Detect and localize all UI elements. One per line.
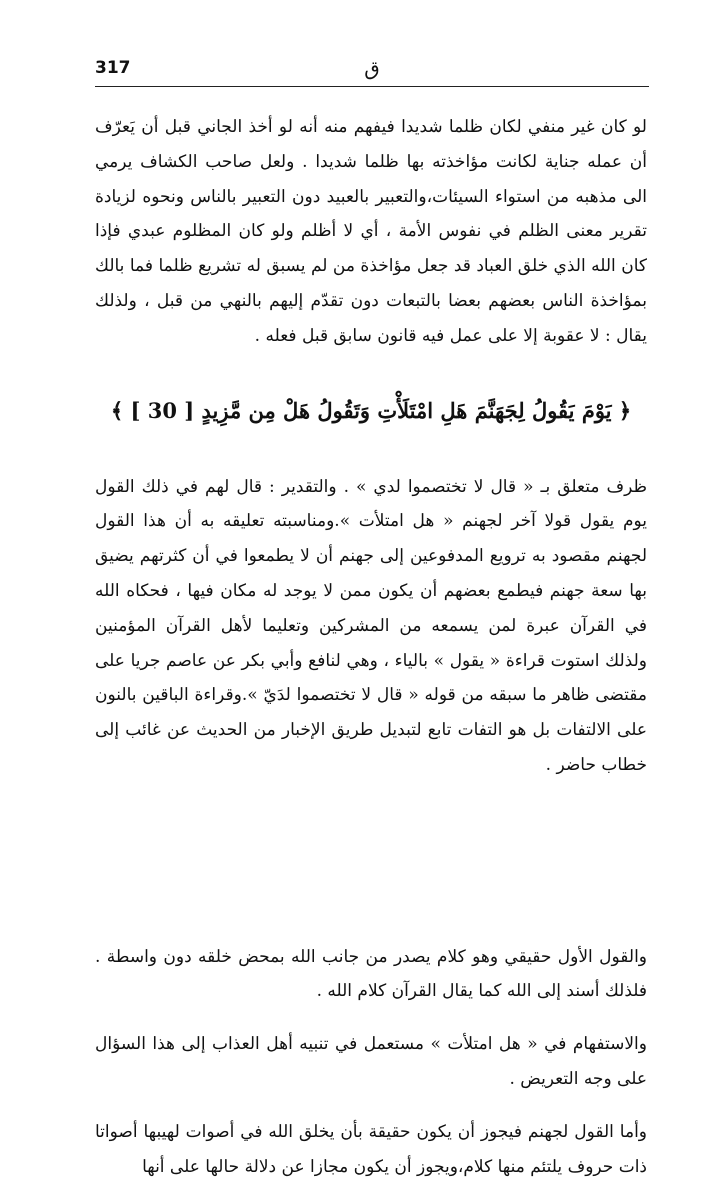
verse-text: ﴿ يَوْمَ يَقُولُ لِجَهَنَّمَ هَلِ امْتَلَأْتِ وَتَقُولُ هَلْ مِن مَّزِيدٍ [ 30 ] ﴾ bbox=[110, 397, 632, 423]
paragraph-interrogation: والاستفهام في « هل امتلأت » مستعمل في تنبيه أهل العذاب إلى هذا السؤال على وجه التعريض . bbox=[95, 1034, 647, 1089]
quran-verse bbox=[95, 394, 647, 428]
paragraph-hell-speech: وأما القول لجهنم فيجوز أن يكون حقيقة بأن يخلق الله في أصوات لهيبها أصواتا ذات حروف يلتئم منها كلام،ويجوز أن يكون مجازا عن دلالة حالها على أنها bbox=[95, 1121, 647, 1177]
paragraph-commentary: ظرف متعلق بـ « قال لا تختصموا لدي » . والتقدير : قال لهم في ذلك القول يوم يقول قولا آخر لجهنم « هل امتلأت ».ومناسبته تعليقه به أن هذا القول لجهنم مقصود به ترويع المدفوعين إلى جهنم أن لا يطمعوا في أن كثرتهم يضيق بها سعة جهنم فيطمع بعضهم أن يكون ممن لا يوجد له مكان فيها ، فحكاه الله في القرآن عبرة لمن يسمعه من المشركين وتعليما لأهل القرآن المؤمنين ولذلك استوت قراءة « يقول » بالياء ، وهي لنافع وأبي بكر عن عاصم جريا على مقتضى ظاهر ما سبقه من قوله « قال لا تختصموا لدَيّ ».وقراءة الباقين بالنون على الالتفات بل هو التفات تابع لتبديل طريق الإخبار من الحديث عن غائب إلى خطاب حاضر . bbox=[95, 476, 647, 775]
running-title: ق bbox=[364, 56, 380, 80]
body-text bbox=[95, 110, 647, 1184]
page-header bbox=[95, 58, 649, 84]
page-number: 317 bbox=[95, 58, 131, 78]
header-rule bbox=[95, 86, 649, 87]
paragraph-intro: لو كان غير منفي لكان ظلما شديدا فيفهم منه أنه لو أخذ الجاني قبل أن يَعرّف أن عمله جناية لكانت مؤاخذته بها ظلما شديدا . ولعل صاحب الكشاف يرمي الى مذهبه من استواء السيئات،والتعبير بالعبيد دون التعبير بالناس ونحوه لزيادة تقرير معنى الظلم في نفوس الأمة ، أي لا أظلم ولو كان المظلوم عبدي فإذا كان الله الذي خلق العباد قد جعل مؤاخذة من لم يسبق له تشريع ظلما فما بالك بمؤاخذة الناس بعضهم بعضا بالتبعات دون تقدّم إليهم بالنهي من قبل ، ولذلك يقال : لا عقوبة إلا على عمل فيه قانون سابق قبل فعله . bbox=[95, 117, 647, 346]
paragraph-first-saying: والقول الأول حقيقي وهو كلام يصدر من جانب الله بمحض خلقه دون واسطة . فلذلك أسند إلى الله كما يقال القرآن كلام الله . bbox=[95, 946, 647, 1002]
